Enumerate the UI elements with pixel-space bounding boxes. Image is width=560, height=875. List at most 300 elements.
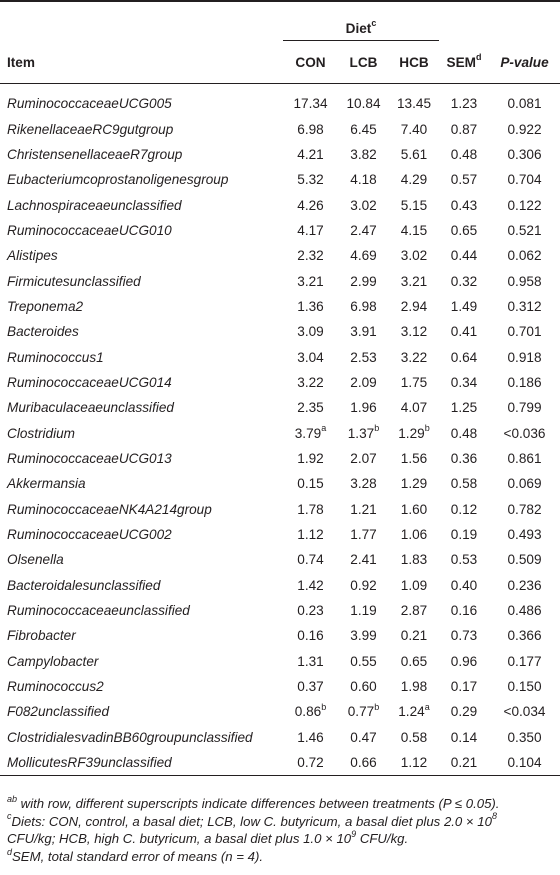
lcb-cell [338, 699, 389, 724]
item-cell-text: Treponema2 [7, 298, 84, 314]
lcb-cell-text: 1.77 [350, 527, 377, 543]
sem-label: SEM [446, 54, 476, 70]
con-cell [283, 243, 338, 268]
con-cell [283, 750, 338, 776]
sem-cell [439, 573, 489, 598]
p-value-cell [489, 91, 560, 116]
table-row [0, 623, 560, 648]
item-cell-text: Clostridium [7, 425, 75, 441]
item-cell-text: Ruminococcaceaeunclassified [7, 603, 190, 619]
lcb-cell [338, 598, 389, 623]
p-value-cell [489, 192, 560, 217]
footnote-c-cont [7, 830, 557, 848]
sem-cell [439, 598, 489, 623]
sem-cell-text: 0.32 [450, 273, 478, 289]
item-cell [0, 497, 283, 522]
p-value-cell [489, 623, 560, 648]
p-value-cell-text: 0.861 [507, 450, 542, 466]
hcb-cell [389, 218, 439, 243]
con-cell-superscript: b [321, 701, 327, 712]
lcb-cell-text: 6.45 [350, 121, 377, 137]
header-row-columns [0, 41, 560, 84]
sem-cell-text: 1.49 [450, 298, 478, 314]
con-cell [283, 420, 338, 445]
sem-cell-text: 0.87 [450, 121, 478, 137]
table-row [0, 649, 560, 674]
hcb-cell-text: 3.12 [400, 324, 428, 340]
lcb-cell [338, 167, 389, 192]
item-cell [0, 395, 283, 420]
item-cell-text: Bacteroidalesunclassified [7, 577, 161, 593]
hcb-cell [389, 268, 439, 293]
item-cell-text: Campylobacter [7, 653, 99, 669]
lcb-cell [338, 649, 389, 674]
p-value-cell [489, 497, 560, 522]
lcb-cell-text: 3.02 [350, 197, 377, 213]
sem-cell [439, 725, 489, 750]
con-cell-text: 4.17 [297, 222, 324, 238]
hcb-cell-text: 1.98 [400, 679, 428, 695]
lcb-cell-text: 2.07 [350, 450, 377, 466]
diet-label: Diet [345, 21, 372, 36]
lcb-cell [338, 420, 389, 445]
lcb-cell [338, 725, 389, 750]
p-value-cell-text: 0.177 [507, 653, 542, 669]
item-cell-text: ChristensenellaceaeR7group [7, 146, 183, 162]
p-value-cell-text: <0.034 [503, 704, 546, 720]
con-cell [283, 446, 338, 471]
lcb-cell [338, 116, 389, 141]
con-cell [283, 344, 338, 369]
lcb-cell [338, 218, 389, 243]
item-cell-text: Bacteroides [7, 324, 79, 340]
footnote-c [7, 813, 557, 831]
item-column-header: Item [7, 54, 35, 70]
con-cell [283, 497, 338, 522]
lcb-cell [338, 268, 389, 293]
p-value-cell-text: 0.493 [507, 527, 542, 543]
table-row [0, 91, 560, 116]
lcb-cell-text: 6.98 [350, 298, 377, 314]
table-row [0, 116, 560, 141]
p-value-cell [489, 446, 560, 471]
sem-cell [439, 471, 489, 496]
hcb-cell-text: 2.87 [400, 603, 428, 619]
footnote-c-line2-end: CFU/kg. [356, 831, 409, 847]
p-value-column-header: P-value [500, 54, 549, 70]
con-cell-text: 1.12 [297, 527, 324, 543]
sem-cell [439, 674, 489, 699]
lcb-cell-text: 10.84 [346, 96, 381, 112]
con-cell-text: 4.21 [297, 146, 324, 162]
lcb-cell-text: 1.37 [347, 425, 375, 441]
item-cell [0, 91, 283, 116]
hcb-cell-text: 5.15 [400, 197, 428, 213]
con-cell [283, 395, 338, 420]
sem-cell-text: 0.40 [450, 577, 478, 593]
p-value-cell [489, 167, 560, 192]
item-cell [0, 573, 283, 598]
hcb-cell-text: 2.94 [400, 298, 428, 314]
lcb-cell-text: 2.99 [350, 273, 377, 289]
sem-cell-text: 0.29 [450, 704, 478, 720]
lcb-cell [338, 471, 389, 496]
lcb-cell [338, 395, 389, 420]
hcb-cell [389, 547, 439, 572]
table-row [0, 674, 560, 699]
item-cell-text: Alistipes [7, 248, 58, 264]
item-cell-text: Firmicutesunclassified [7, 273, 141, 289]
table-row [0, 294, 560, 319]
lcb-cell-superscript: b [374, 423, 380, 434]
p-value-cell [489, 699, 560, 724]
item-cell [0, 243, 283, 268]
sem-cell [439, 497, 489, 522]
hcb-cell-text: 1.29 [400, 476, 428, 492]
sem-cell-text: 0.48 [450, 146, 478, 162]
sem-cell-text: 0.57 [450, 172, 478, 188]
sem-cell [439, 395, 489, 420]
sem-cell [439, 294, 489, 319]
con-cell-text: 0.16 [297, 628, 324, 644]
hcb-cell-text: 3.02 [400, 248, 428, 264]
sem-cell-text: 0.14 [450, 729, 478, 745]
sem-cell-text: 0.48 [450, 425, 478, 441]
p-value-cell-text: 0.701 [507, 324, 542, 340]
lcb-cell-text: 0.66 [350, 755, 377, 771]
p-value-cell [489, 268, 560, 293]
item-cell [0, 268, 283, 293]
p-value-cell-text: 0.704 [507, 172, 542, 188]
sem-cell [439, 547, 489, 572]
item-cell [0, 598, 283, 623]
sem-cell-text: 0.17 [450, 679, 478, 695]
lcb-cell-text: 1.96 [350, 400, 377, 416]
hcb-cell [389, 116, 439, 141]
p-value-cell-text: 0.306 [507, 146, 542, 162]
footnote-d [7, 848, 557, 866]
hcb-cell-text: 1.09 [400, 577, 428, 593]
con-cell [283, 294, 338, 319]
table-row [0, 420, 560, 445]
item-cell-text: RuminococcaceaeNK4A214group [7, 501, 212, 517]
p-value-cell-text: 0.186 [507, 374, 542, 390]
p-value-cell [489, 420, 560, 445]
hcb-cell-text: 1.56 [400, 450, 428, 466]
p-value-cell [489, 725, 560, 750]
item-cell-text: RuminococcaceaeUCG014 [7, 374, 172, 390]
hcb-cell-superscript: b [424, 423, 430, 434]
lcb-cell [338, 750, 389, 776]
sem-cell [439, 192, 489, 217]
table-row [0, 395, 560, 420]
lcb-cell [338, 319, 389, 344]
hcb-cell-text: 1.29 [398, 425, 425, 441]
hcb-cell-text: 0.58 [400, 729, 428, 745]
item-cell-text: ClostridialesvadinBB60groupunclassified [7, 729, 253, 745]
hcb-cell-text: 0.65 [400, 653, 428, 669]
p-value-cell-text: 0.509 [507, 552, 542, 568]
item-cell-text: RuminococcaceaeUCG002 [7, 527, 172, 543]
con-cell-text: 3.79 [294, 425, 322, 441]
lcb-cell-text: 3.28 [350, 476, 377, 492]
item-cell [0, 649, 283, 674]
sem-cell-text: 0.41 [450, 324, 478, 340]
table-row [0, 344, 560, 369]
con-cell [283, 218, 338, 243]
footnote-ab [7, 795, 557, 813]
lcb-cell-text: 4.69 [350, 248, 377, 264]
sem-cell-text: 0.65 [450, 222, 478, 238]
sem-cell-text: 0.43 [450, 197, 478, 213]
item-cell-text: Olsenella [7, 552, 64, 568]
con-cell-text: 1.31 [297, 653, 324, 669]
sem-cell [439, 91, 489, 116]
item-cell-text: F082unclassified [7, 704, 110, 720]
item-cell-text: RuminococcaceaeUCG013 [7, 450, 172, 466]
hcb-cell-text: 1.12 [400, 755, 428, 771]
p-value-cell [489, 674, 560, 699]
item-cell-text: RuminococcaceaeUCG005 [7, 96, 172, 112]
hcb-cell [389, 674, 439, 699]
con-cell-text: 3.09 [297, 324, 324, 340]
sem-cell [439, 649, 489, 674]
sem-cell-text: 0.73 [450, 628, 478, 644]
hcb-cell-text: 4.15 [400, 222, 428, 238]
con-cell [283, 623, 338, 648]
con-cell [283, 116, 338, 141]
con-cell-text: 0.15 [297, 476, 324, 492]
lcb-cell [338, 370, 389, 395]
sem-cell [439, 142, 489, 167]
con-cell [283, 598, 338, 623]
p-value-cell [489, 471, 560, 496]
table-row [0, 218, 560, 243]
sem-cell [439, 750, 489, 776]
sem-cell-text: 0.34 [450, 374, 478, 390]
hcb-cell [389, 319, 439, 344]
sem-cell [439, 522, 489, 547]
hcb-cell-text: 1.75 [400, 374, 428, 390]
hcb-cell [389, 573, 439, 598]
con-cell-text: 0.86 [294, 704, 322, 720]
table-row [0, 142, 560, 167]
hcb-cell [389, 750, 439, 776]
p-value-cell-text: 0.350 [507, 729, 542, 745]
item-cell [0, 218, 283, 243]
item-cell-text: Akkermansia [7, 476, 86, 492]
p-value-cell [489, 116, 560, 141]
sem-cell [439, 446, 489, 471]
hcb-cell-text: 1.83 [400, 552, 428, 568]
hcb-cell [389, 471, 439, 496]
sem-cell [439, 623, 489, 648]
table-row [0, 522, 560, 547]
con-cell [283, 699, 338, 724]
item-cell [0, 142, 283, 167]
lcb-cell-text: 0.60 [350, 679, 377, 695]
hcb-cell [389, 167, 439, 192]
item-cell [0, 116, 283, 141]
con-cell-text: 3.22 [297, 374, 324, 390]
hcb-cell [389, 699, 439, 724]
sem-cell [439, 167, 489, 192]
p-value-cell [489, 243, 560, 268]
sem-cell [439, 218, 489, 243]
lcb-cell-text: 2.09 [350, 374, 377, 390]
p-value-cell-text: 0.366 [507, 628, 542, 644]
p-value-cell [489, 218, 560, 243]
p-value-cell-text: 0.150 [507, 679, 542, 695]
item-cell-text: Muribaculaceaeunclassified [7, 400, 174, 416]
item-cell [0, 725, 283, 750]
p-value-cell-text: 0.236 [507, 577, 542, 593]
table-footnotes [7, 795, 557, 866]
lcb-cell [338, 623, 389, 648]
table-row [0, 446, 560, 471]
con-cell-text: 1.46 [297, 729, 324, 745]
item-cell [0, 420, 283, 445]
p-value-cell-text: 0.918 [507, 349, 542, 365]
lcb-cell [338, 344, 389, 369]
hcb-cell [389, 497, 439, 522]
lcb-cell [338, 294, 389, 319]
lcb-cell-text: 2.41 [350, 552, 377, 568]
footnote-d-marker: d [7, 846, 13, 857]
item-cell [0, 674, 283, 699]
lcb-cell [338, 497, 389, 522]
p-value-cell [489, 344, 560, 369]
con-cell-text: 3.21 [297, 273, 324, 289]
con-cell-text: 1.78 [297, 501, 324, 517]
p-value-cell [489, 598, 560, 623]
footnote-c-line1: Diets: CON, control, a basal diet; LCB, low C. butyricum, a basal diet plus 2.0 × 10 [11, 813, 492, 829]
sem-cell [439, 699, 489, 724]
hcb-cell-text: 13.45 [396, 96, 432, 112]
item-cell [0, 446, 283, 471]
p-value-cell [489, 319, 560, 344]
p-value-cell [489, 547, 560, 572]
item-cell-text: MollicutesRF39unclassified [7, 755, 172, 771]
con-cell-text: 4.26 [297, 197, 324, 213]
item-cell-text: Lachnospiraceaeunclassified [7, 197, 182, 213]
sem-cell [439, 268, 489, 293]
table-row [0, 598, 560, 623]
hcb-cell [389, 294, 439, 319]
hcb-cell [389, 91, 439, 116]
hcb-cell-text: 3.21 [400, 273, 428, 289]
hcb-cell [389, 725, 439, 750]
lcb-cell-text: 2.53 [350, 349, 377, 365]
sem-cell [439, 370, 489, 395]
hcb-cell [389, 649, 439, 674]
con-cell-text: 2.35 [297, 400, 324, 416]
sem-cell [439, 344, 489, 369]
table-body [0, 84, 560, 776]
lcb-column-header: LCB [349, 54, 378, 70]
hcb-cell [389, 344, 439, 369]
con-column-header: CON [295, 54, 326, 70]
hcb-cell-text: 4.29 [400, 172, 428, 188]
p-value-cell [489, 750, 560, 776]
con-cell [283, 91, 338, 116]
sem-superscript: d [475, 51, 482, 62]
item-cell [0, 623, 283, 648]
table-row [0, 167, 560, 192]
table-row [0, 319, 560, 344]
con-cell-text: 1.92 [297, 450, 324, 466]
lcb-cell-text: 1.21 [350, 501, 377, 517]
p-value-cell [489, 522, 560, 547]
con-cell [283, 167, 338, 192]
item-cell [0, 167, 283, 192]
con-cell [283, 370, 338, 395]
lcb-cell [338, 91, 389, 116]
footnote-c-marker: c [7, 811, 12, 822]
p-value-cell-text: 0.122 [507, 197, 542, 213]
hcb-cell-text: 1.60 [400, 501, 428, 517]
lcb-cell [338, 573, 389, 598]
sem-cell [439, 420, 489, 445]
p-value-cell [489, 370, 560, 395]
hcb-cell [389, 598, 439, 623]
con-cell [283, 319, 338, 344]
con-cell-text: 6.98 [297, 121, 324, 137]
hcb-cell [389, 192, 439, 217]
item-cell [0, 344, 283, 369]
hcb-cell-text: 7.40 [400, 121, 428, 137]
con-cell [283, 649, 338, 674]
table-row [0, 192, 560, 217]
lcb-cell [338, 547, 389, 572]
p-value-cell [489, 142, 560, 167]
p-value-cell-text: 0.799 [507, 400, 542, 416]
item-cell-text: Ruminococcus2 [7, 679, 104, 695]
item-cell-text: RikenellaceaeRC9gutgroup [7, 121, 174, 137]
lcb-cell-superscript: b [374, 701, 380, 712]
hcb-cell [389, 395, 439, 420]
p-value-cell-text: 0.486 [507, 603, 542, 619]
sem-column-header [439, 41, 489, 84]
con-cell [283, 674, 338, 699]
sem-cell-text: 0.96 [450, 653, 478, 669]
hcb-cell [389, 522, 439, 547]
hcb-cell [389, 142, 439, 167]
table-row [0, 471, 560, 496]
item-cell [0, 192, 283, 217]
table-row [0, 573, 560, 598]
item-cell-text: Ruminococcus1 [7, 349, 104, 365]
sem-cell-text: 0.53 [450, 552, 478, 568]
con-cell-text: 0.74 [297, 552, 324, 568]
footnote-ab-marker: ab [7, 793, 18, 804]
con-cell-text: 5.32 [297, 172, 324, 188]
sem-cell [439, 116, 489, 141]
con-cell [283, 725, 338, 750]
sem-cell-text: 1.25 [450, 400, 478, 416]
p-value-cell-text: 0.104 [507, 755, 542, 771]
lcb-cell-text: 0.77 [347, 704, 375, 720]
sem-cell-text: 0.19 [450, 527, 478, 543]
table-row [0, 699, 560, 724]
con-cell [283, 547, 338, 572]
p-value-cell-text: 0.922 [507, 121, 542, 137]
hcb-cell [389, 243, 439, 268]
sem-cell-text: 0.16 [450, 603, 478, 619]
sem-cell-text: 0.64 [450, 349, 478, 365]
diet-group-header [283, 1, 439, 41]
p-value-cell [489, 395, 560, 420]
